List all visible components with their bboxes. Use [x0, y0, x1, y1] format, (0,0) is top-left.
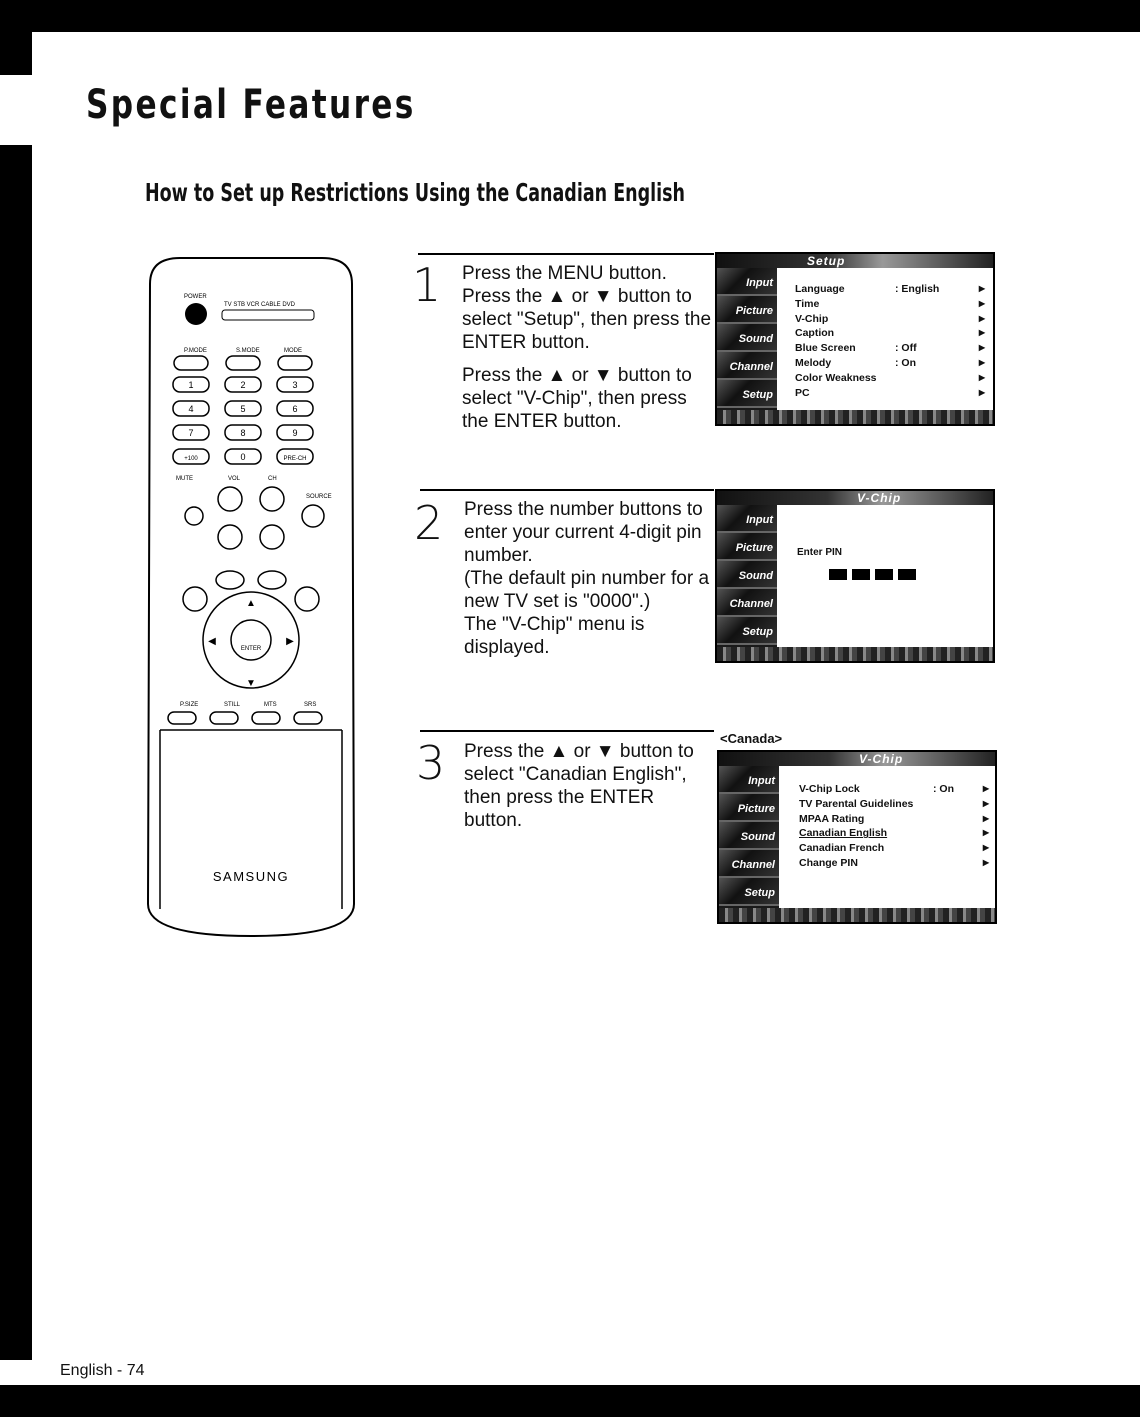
svg-text:▼: ▼	[246, 678, 256, 689]
step2-rule	[420, 489, 714, 491]
osd-title-bar	[717, 254, 993, 268]
right-triangle-icon: ▶	[978, 298, 985, 308]
step2-text	[464, 498, 714, 659]
osd-bottom-bar	[717, 647, 993, 661]
osd-bottom-bar	[717, 410, 993, 424]
osd-title: V-Chip	[857, 491, 902, 505]
svg-text:▶: ▶	[286, 636, 294, 647]
pin-label: Enter PIN	[797, 547, 843, 558]
osd-title: Setup	[807, 254, 846, 268]
remote-control-illustration	[140, 254, 362, 944]
top-bar	[0, 0, 1140, 32]
step3-rule	[420, 730, 714, 732]
digit-key-label: 6	[292, 404, 298, 414]
remote-svg	[140, 254, 362, 944]
remote-modes-label: TV STB VCR CABLE DVD	[224, 302, 296, 308]
osd-row-label: Melody	[795, 356, 832, 369]
step1-text	[462, 262, 712, 443]
right-triangle-icon: ▶	[978, 284, 985, 293]
page-title: Special Features	[86, 82, 416, 128]
osd-row-label: TV Parental Guidelines	[799, 797, 914, 810]
step2-paragraph-1: Press the number buttons to enter your current 4-digit pin number.	[464, 499, 703, 566]
step2-number: 2	[414, 496, 444, 550]
osd-row	[799, 812, 989, 827]
svg-text:◀: ◀	[208, 636, 216, 647]
remote-row1-c: MODE	[284, 348, 302, 354]
digit-key-label: 7	[188, 428, 194, 438]
osd-row	[795, 386, 985, 401]
osd-row-label: Color Weakness	[795, 371, 877, 384]
power-button-icon	[185, 303, 207, 325]
left-bar-top	[0, 0, 32, 75]
osd-row-label: MPAA Rating	[799, 812, 865, 825]
osd-title: V-Chip	[859, 752, 904, 766]
remote-power-label: POWER	[184, 294, 207, 300]
osd-sidebar-item: Picture	[717, 533, 777, 561]
osd-row	[799, 797, 989, 812]
section-subtitle: How to Set up Restrictions Using the Canadian English	[145, 178, 686, 207]
digit-key-label: 0	[240, 452, 246, 462]
right-triangle-icon: ▶	[978, 357, 985, 367]
osd-sidebar-item: Setup	[717, 380, 777, 408]
svg-text:▲: ▲	[246, 598, 256, 609]
osd-row	[799, 782, 989, 797]
right-triangle-icon: ▶	[978, 328, 985, 338]
remote-bottom-b: STILL	[224, 702, 241, 708]
osd-row-selected	[799, 826, 989, 841]
digit-key-label: +100	[184, 456, 198, 462]
osd-row-label: V-Chip Lock	[799, 783, 860, 795]
osd-row	[795, 297, 985, 312]
remote-mute-label: MUTE	[176, 476, 193, 482]
pin-entry-boxes	[829, 567, 921, 585]
digit-key-label: 8	[240, 428, 246, 438]
osd-row-label: Canadian French	[799, 842, 885, 855]
digit-key-label: 9	[292, 428, 298, 438]
right-triangle-icon: ▶	[982, 843, 989, 853]
right-triangle-icon: ▶	[978, 387, 985, 397]
remote-vol-label: VOL	[228, 476, 241, 482]
step3-number: 3	[416, 736, 446, 790]
osd-sidebar	[717, 268, 777, 410]
osd-row	[799, 856, 989, 871]
right-triangle-icon: ▶	[978, 313, 985, 323]
osd-sidebar-item: Picture	[717, 296, 777, 324]
osd-row	[795, 341, 985, 356]
osd-caption: <Canada>	[720, 731, 783, 746]
osd-row	[795, 312, 985, 327]
osd-sidebar-item: Setup	[717, 617, 777, 645]
step1-paragraph-2: Press the ▲ or ▼ button to select "V-Chip", then press the ENTER button.	[462, 365, 692, 432]
osd-row-value: : Off	[895, 342, 917, 355]
osd-sidebar	[717, 505, 777, 647]
osd-title-bar	[719, 752, 995, 766]
osd-setup-list	[795, 282, 985, 400]
osd-sidebar-item: Input	[719, 766, 779, 794]
osd-sidebar-item: Sound	[717, 561, 777, 589]
osd-row	[795, 371, 985, 386]
osd-title-bar	[717, 491, 993, 505]
osd-sidebar-item: Channel	[717, 589, 777, 617]
osd-sidebar-item: Picture	[719, 794, 779, 822]
digit-key-label: 2	[240, 380, 246, 390]
osd-row-value: : On	[895, 356, 916, 369]
osd-row	[799, 841, 989, 856]
step2-paragraph-3: The "V-Chip" menu is displayed.	[464, 614, 645, 658]
remote-enter-label: ENTER	[240, 646, 262, 652]
step3-paragraph-1: Press the ▲ or ▼ button to select "Canadian English", then press the ENTER button.	[464, 741, 694, 831]
osd-row-label: Caption	[795, 327, 835, 340]
osd-row-label: Blue Screen	[795, 342, 856, 355]
right-triangle-icon: ▶	[982, 798, 989, 808]
remote-bottom-c: MTS	[264, 702, 277, 708]
remote-bottom-d: SRS	[304, 702, 317, 708]
osd-sidebar-item: Input	[717, 505, 777, 533]
osd-row-value: : On	[933, 783, 954, 795]
osd-row	[795, 282, 985, 297]
pin-box	[875, 569, 893, 580]
page-footer: English - 74	[60, 1362, 145, 1379]
osd-setup-menu	[715, 252, 995, 426]
step1-rule	[418, 253, 714, 255]
digit-key-label: 5	[240, 404, 246, 414]
remote-row1-b: S.MODE	[236, 348, 260, 354]
osd-row-label: Time	[795, 297, 820, 310]
remote-bottom-a: P.SIZE	[180, 702, 199, 708]
osd-row-label: Language	[795, 283, 845, 295]
pin-box	[852, 569, 870, 580]
osd-row	[795, 326, 985, 341]
pin-box	[829, 569, 847, 580]
digit-key-label: 1	[188, 380, 194, 390]
digit-key-label: 3	[292, 380, 298, 390]
pin-box	[898, 569, 916, 580]
osd-sidebar-item: Sound	[717, 324, 777, 352]
step1-paragraph-1: Press the MENU button. Press the ▲ or ▼ button to select "Setup", then press the ENTER button.	[462, 263, 712, 353]
osd-sidebar-item: Channel	[719, 850, 779, 878]
osd-sidebar-item: Setup	[719, 878, 779, 906]
osd-row-label: PC	[795, 386, 810, 399]
osd-row-label: Change PIN	[799, 856, 858, 869]
osd-pin-screen	[715, 489, 995, 663]
digit-key-label: PRE-CH	[283, 456, 307, 462]
step1-number: 1	[412, 258, 442, 312]
digit-key-label: 4	[188, 404, 194, 414]
osd-row	[795, 356, 985, 371]
osd-row-label: Canadian English	[799, 827, 888, 840]
remote-row1-a: P.MODE	[184, 348, 207, 354]
bottom-bar	[0, 1385, 1140, 1417]
step2-paragraph-2: (The default pin number for a new TV set is "0000".)	[464, 568, 710, 612]
right-triangle-icon: ▶	[978, 343, 985, 353]
right-triangle-icon: ▶	[982, 828, 989, 838]
right-triangle-icon: ▶	[982, 813, 989, 823]
remote-source-label: SOURCE	[306, 494, 332, 500]
right-triangle-icon: ▶	[982, 784, 989, 793]
osd-sidebar	[719, 766, 779, 908]
osd-vchip-menu	[717, 750, 997, 924]
osd-vchip-list	[799, 782, 989, 871]
osd-sidebar-item: Channel	[717, 352, 777, 380]
osd-bottom-bar	[719, 908, 995, 922]
osd-row-value: : English	[895, 283, 940, 295]
left-bar	[0, 145, 32, 1360]
right-triangle-icon: ▶	[982, 857, 989, 867]
step3-text	[464, 740, 714, 842]
osd-row-label: V-Chip	[795, 312, 829, 325]
osd-sidebar-item: Input	[717, 268, 777, 296]
remote-ch-label: CH	[268, 476, 277, 482]
remote-brand: SAMSUNG	[212, 869, 290, 884]
osd-sidebar-item: Sound	[719, 822, 779, 850]
right-triangle-icon: ▶	[978, 372, 985, 382]
